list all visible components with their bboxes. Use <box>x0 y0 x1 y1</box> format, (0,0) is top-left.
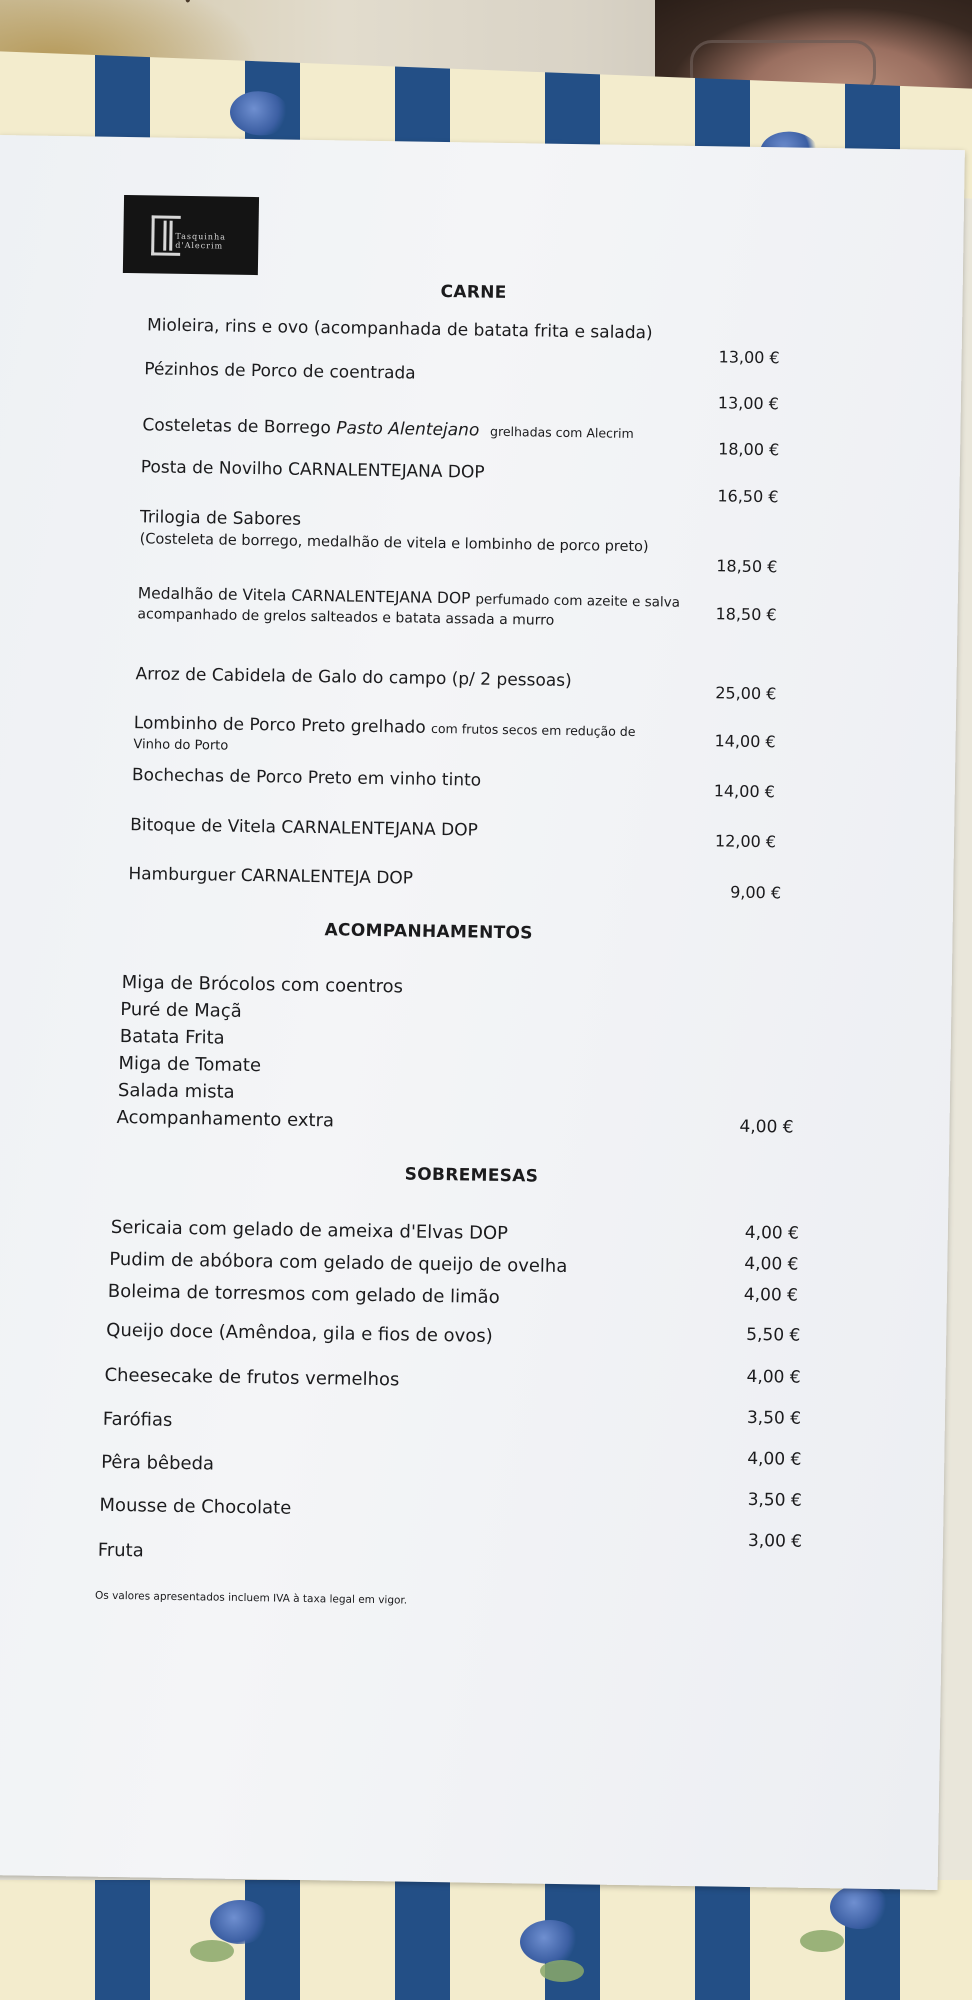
item-price: 4,00 € <box>744 1253 799 1275</box>
flower-pattern <box>520 1920 580 1964</box>
menu-item: Mousse de Chocolate <box>99 1494 292 1519</box>
menu-item: Salada mista <box>117 1079 235 1103</box>
menu-item: Miga de Tomate <box>118 1052 262 1077</box>
item-price: 13,00 € <box>718 347 780 368</box>
tablecloth-bottom <box>0 1880 972 2000</box>
item-price: 9,00 € <box>730 882 782 903</box>
menu-item: Posta de Novilho CARNALENTEJANA DOP <box>140 457 485 483</box>
item-price: 12,00 € <box>714 831 777 852</box>
menu-item: Bochechas de Porco Preto em vinho tinto <box>131 765 482 791</box>
item-description: Vinho do Porto <box>133 737 229 754</box>
leaf-pattern <box>800 1930 844 1952</box>
item-description: (Costeleta de borrego, medalhão de vitela e lombinho de porco preto) <box>139 531 649 556</box>
item-price: 4,00 € <box>746 1366 801 1388</box>
logo-text: Tasquinha d'Alecrim <box>175 231 226 251</box>
item-price: 3,50 € <box>747 1489 802 1511</box>
footer-note: Os valores apresentados incluem IVA à taxa legal em vigor. <box>94 1589 408 1607</box>
menu-item: Farófias <box>102 1408 173 1431</box>
flower-pattern <box>830 1885 890 1929</box>
item-price: 4,00 € <box>743 1284 799 1306</box>
item-price: 25,00 € <box>715 683 777 704</box>
item-price: 4,00 € <box>744 1222 800 1244</box>
menu-item: Trilogia de Sabores (Costeleta de borrego, medalhão de vitela e lombinho de porco preto) <box>139 507 649 556</box>
item-price: 5,50 € <box>746 1324 801 1346</box>
menu-item: Acompanhamento extra <box>116 1106 335 1132</box>
item-price: 3,50 € <box>746 1407 802 1429</box>
menu-item: Mioleira, rins e ovo (acompanhada de batata frita e salada) <box>146 315 653 344</box>
item-price: 18,00 € <box>718 439 780 460</box>
menu-item: Queijo doce (Amêndoa, gila e fios de ovos) <box>106 1319 493 1347</box>
item-price: 4,00 € <box>747 1448 802 1470</box>
menu-item: Pézinhos de Porco de coentrada <box>144 359 416 384</box>
logo-bar-icon <box>163 221 166 251</box>
section-title-sobremesas: SOBREMESAS <box>404 1164 539 1187</box>
item-price: 16,50 € <box>717 486 779 507</box>
item-price: 3,00 € <box>747 1530 803 1552</box>
item-price: 14,00 € <box>713 781 776 802</box>
menu-item: Miga de Brócolos com coentros <box>121 972 404 998</box>
leaf-pattern <box>540 1960 584 1982</box>
item-price: 18,50 € <box>715 604 777 625</box>
item-price: 14,00 € <box>714 731 776 752</box>
menu-item: Batata Frita <box>119 1025 225 1049</box>
leaf-pattern <box>190 1940 234 1962</box>
item-description: acompanhado de grelos salteados e batata assada a murro <box>137 606 555 629</box>
menu-item: Bitoque de Vitela CARNALENTEJANA DOP <box>130 815 479 841</box>
menu-item: Sericaia com gelado de ameixa d'Elvas DOP <box>110 1216 509 1245</box>
flower-pattern <box>210 1900 270 1944</box>
flower-pattern <box>230 90 290 136</box>
restaurant-logo <box>123 195 259 275</box>
menu-item: Costeletas de Borrego Pasto Alentejano grelhadas com Alecrim <box>142 415 634 441</box>
menu-item: Medalhão de Vitela CARNALENTEJANA DOP perfumado com azeite e salva acompanhado de grelos salteados e batata assada a murro <box>137 584 681 629</box>
section-title-carne: CARNE <box>440 281 507 303</box>
item-price: 4,00 € <box>739 1116 794 1138</box>
menu-item: Cheesecake de frutos vermelhos <box>104 1364 400 1391</box>
item-price: 18,50 € <box>716 556 778 577</box>
menu-item: Lombinho de Porco Preto grelhado com frutos secos em redução de Vinho do Porto <box>133 713 635 760</box>
menu-item: Fruta <box>97 1539 144 1562</box>
logo-bar-icon <box>169 221 172 251</box>
menu-page <box>0 135 965 1890</box>
menu-item: Arroz de Cabidela de Galo do campo (p/ 2 pessoas) <box>135 664 572 692</box>
section-title-acompanhamentos: ACOMPANHAMENTOS <box>324 920 533 944</box>
menu-item: Pudim de abóbora com gelado de queijo de ovelha <box>109 1248 568 1278</box>
menu-item: Pêra bêbeda <box>100 1451 215 1475</box>
menu-item: Boleima de torresmos com gelado de limão <box>107 1280 500 1308</box>
item-price: 13,00 € <box>717 393 780 414</box>
menu-item: Puré de Maçã <box>120 998 242 1022</box>
menu-item: Hamburguer CARNALENTEJA DOP <box>128 864 414 889</box>
